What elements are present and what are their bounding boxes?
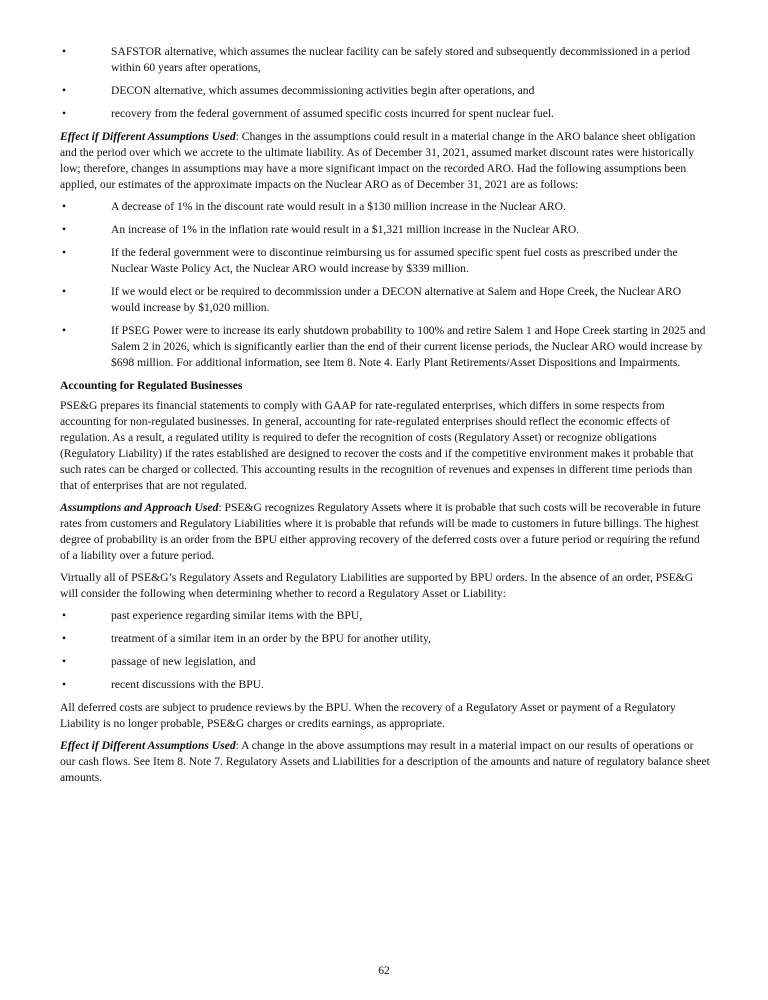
assumptions-paragraph bbox=[60, 500, 710, 564]
bullet-icon: • bbox=[62, 655, 67, 668]
paragraph-text: : PSE&G recognizes Regulatory Assets where it is probable that such costs will be recoverable in future rates from customers and Regulatory Liabilities where it is probable that refunds will be made to customers in future billings. The highest degree of probability is an order from the BPU either approving recovery of the deferred costs over a future period or requiring the refund of a liability over a future period. bbox=[60, 501, 701, 562]
bullet-icon: • bbox=[62, 246, 67, 259]
bullet-icon: • bbox=[62, 285, 67, 298]
bullet-icon: • bbox=[62, 609, 67, 622]
list-item bbox=[60, 284, 710, 316]
bullet-icon: • bbox=[62, 84, 67, 97]
paragraph-lead: Effect if Different Assumptions Used bbox=[60, 130, 236, 143]
page-number: 62 bbox=[378, 964, 390, 977]
bullet-icon: • bbox=[62, 200, 67, 213]
list-item bbox=[60, 83, 710, 99]
bullet-text: treatment of a similar item in an order by the BPU for another utility, bbox=[111, 632, 431, 645]
bullet-text: DECON alternative, which assumes decommissioning activities begin after operations, and bbox=[111, 84, 535, 97]
bullet-text: A decrease of 1% in the discount rate would result in a $130 million increase in the Nuclear ARO. bbox=[111, 200, 566, 213]
bullet-icon: • bbox=[62, 223, 67, 236]
bullet-icon: • bbox=[62, 678, 67, 691]
bullet-text: recovery from the federal government of assumed specific costs incurred for spent nuclear fuel. bbox=[111, 107, 554, 120]
bullet-icon: • bbox=[62, 324, 67, 337]
bullet-text: SAFSTOR alternative, which assumes the nuclear facility can be safely stored and subsequently decommissioned in a period within 60 years after operations, bbox=[111, 45, 691, 74]
bullet-text: passage of new legislation, and bbox=[111, 655, 256, 668]
bullet-text: If the federal government were to discontinue reimbursing us for assumed specific spent fuel costs as prescribed under the Nuclear Waste Policy Act, the Nuclear ARO would increase by $339 million. bbox=[111, 246, 678, 275]
list-item bbox=[60, 654, 710, 670]
bullet-text: past experience regarding similar items with the BPU, bbox=[111, 609, 363, 622]
regulated-intro-paragraph: PSE&G prepares its financial statements to comply with GAAP for rate-regulated enterprises, which differs in some respects from accounting for non-regulated businesses. In general, accounting for rate-regulated enterprises should reflect the economic effects of regulation. As a result, a regulated utility is required to defer the recognition of costs (Regulatory Asset) or recognize obligations (Regulatory Liability) if the rates established are designed to recover the costs and if the competitive environment makes it probable that such rates can be charged or collected. This accounting results in the recognition of revenues and expenses in different time periods than that of enterprises that are not regulated. bbox=[60, 399, 694, 492]
bullet-text: An increase of 1% in the inflation rate would result in a $1,321 million increase in the Nuclear ARO. bbox=[111, 223, 580, 236]
list-item bbox=[60, 199, 710, 215]
bullet-icon: • bbox=[62, 45, 67, 58]
list-item bbox=[60, 106, 710, 122]
reg-effect-paragraph bbox=[60, 738, 710, 786]
list-item bbox=[60, 222, 710, 238]
list-item bbox=[60, 608, 710, 624]
list-item bbox=[60, 631, 710, 647]
paragraph-lead: Assumptions and Approach Used bbox=[60, 501, 219, 514]
bpu-paragraph: Virtually all of PSE&G’s Regulatory Assets and Regulatory Liabilities are supported by BPU orders. In the absence of an order, PSE&G will consider the following when determining whether to record a Regulatory Asset or Liability: bbox=[60, 571, 694, 600]
bullet-text: If we would elect or be required to decommission under a DECON alternative at Salem and Hope Creek, the Nuclear ARO would increase by $1,020 million. bbox=[111, 285, 682, 314]
list-item bbox=[60, 323, 710, 371]
paragraph-text: : A change in the above assumptions may result in a material impact on our results of operations or our cash flows. See Item 8. Note 7. Regulatory Assets and Liabilities for a description of the amounts and nature of regulatory balance sheet amounts. bbox=[60, 739, 710, 784]
bullet-text: If PSEG Power were to increase its early shutdown probability to 100% and retire Salem 1 and Hope Creek starting in 2025 and Salem 2 in 2026, which is significantly earlier than the end of their current license periods, the Nuclear ARO would increase by $698 million. For additional information, see Item 8. Note 4. Early Plant Retirements/Asset Dispositions and Impairments. bbox=[111, 324, 706, 369]
aro-effect-paragraph bbox=[60, 129, 710, 193]
section-heading: Accounting for Regulated Businesses bbox=[60, 379, 243, 392]
bullet-icon: • bbox=[62, 632, 67, 645]
bullet-text: recent discussions with the BPU. bbox=[111, 678, 264, 691]
document-body bbox=[60, 44, 710, 792]
paragraph-lead: Effect if Different Assumptions Used bbox=[60, 739, 236, 752]
bullet-icon: • bbox=[62, 107, 67, 120]
list-item bbox=[60, 677, 710, 693]
paragraph-text: : Changes in the assumptions could result in a material change in the ARO balance sheet obligation and the period over which we accrete to the ultimate liability. As of December 31, 2021, assumed market discount rates were historically low; therefore, changes in assumptions may have a more significant impact on the recorded ARO. Had the following assumptions been applied, our estimates of the approximate impacts on the Nuclear ARO as of December 31, 2021 are as follows: bbox=[60, 130, 696, 191]
list-item bbox=[60, 245, 710, 277]
list-item bbox=[60, 44, 710, 76]
prudence-paragraph: All deferred costs are subject to prudence reviews by the BPU. When the recovery of a Regulatory Asset or payment of a Regulatory Liability is no longer probable, PSE&G charges or credits earnings, as appropriate. bbox=[60, 701, 676, 730]
